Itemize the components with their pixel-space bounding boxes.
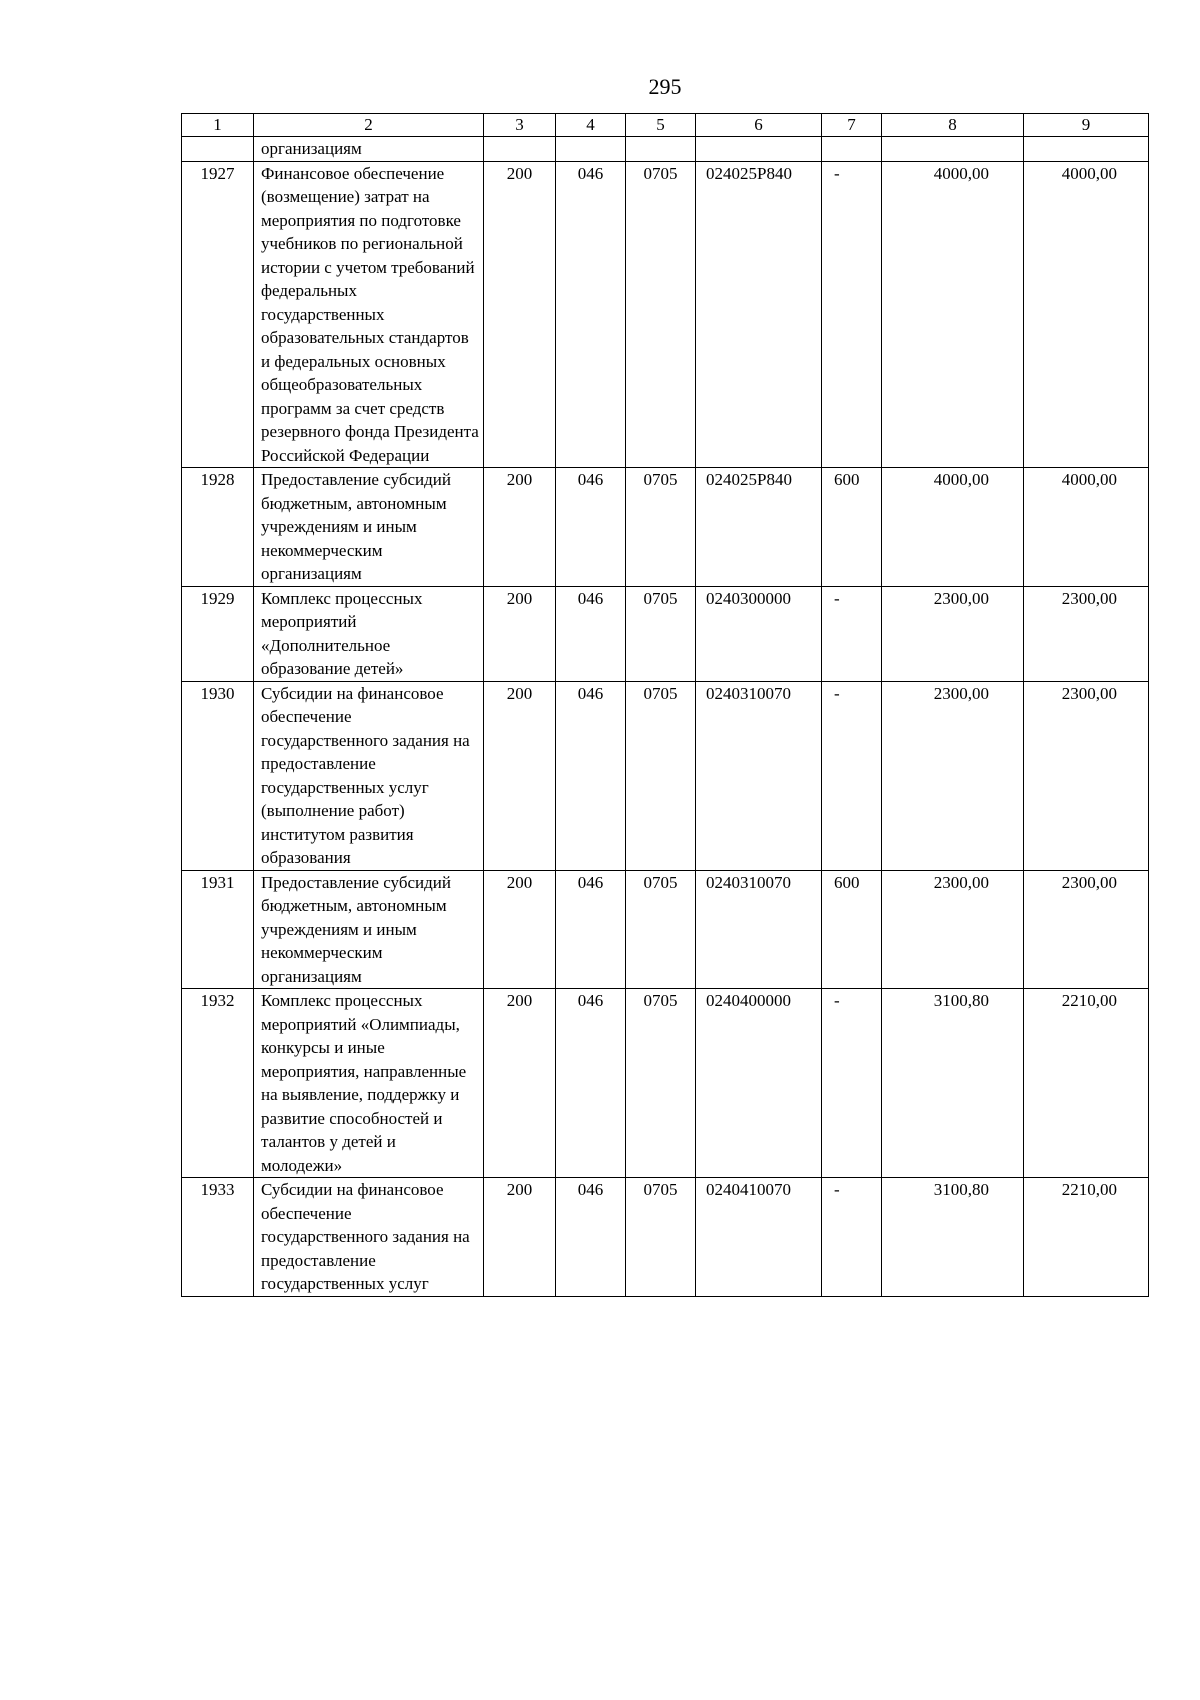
table-row	[182, 870, 1149, 989]
table-row	[182, 137, 1149, 162]
cell-col6: 0240400000	[696, 989, 822, 1178]
cell-col3	[484, 137, 556, 162]
column-header: 1	[182, 114, 254, 137]
row-name: Предоставление субсидий бюджетным, автономным учреждениям и иным некоммерческим организациям	[254, 870, 484, 989]
budget-table	[181, 113, 1149, 1297]
cell-col5: 0705	[626, 161, 696, 468]
cell-col4: 046	[556, 586, 626, 681]
cell-col4: 046	[556, 1178, 626, 1297]
cell-col9: 2210,00	[1024, 1178, 1149, 1297]
cell-col9: 4000,00	[1024, 161, 1149, 468]
table-row	[182, 468, 1149, 587]
row-name: Предоставление субсидий бюджетным, автономным учреждениям и иным некоммерческим организациям	[254, 468, 484, 587]
row-number: 1930	[182, 681, 254, 870]
page-number: 295	[648, 74, 682, 99]
cell-col7: 600	[822, 468, 882, 587]
cell-col8: 4000,00	[882, 161, 1024, 468]
cell-col7: -	[822, 586, 882, 681]
cell-col4: 046	[556, 468, 626, 587]
cell-col4: 046	[556, 989, 626, 1178]
cell-col6	[696, 137, 822, 162]
row-number	[182, 137, 254, 162]
cell-col3: 200	[484, 1178, 556, 1297]
table-row	[182, 681, 1149, 870]
cell-col8: 2300,00	[882, 586, 1024, 681]
row-number: 1927	[182, 161, 254, 468]
cell-col3: 200	[484, 468, 556, 587]
cell-col9: 2300,00	[1024, 586, 1149, 681]
cell-col9: 2300,00	[1024, 870, 1149, 989]
cell-col6: 0240300000	[696, 586, 822, 681]
column-header: 5	[626, 114, 696, 137]
cell-col7: -	[822, 681, 882, 870]
row-name: Финансовое обеспечение (возмещение) затрат на мероприятия по подготовке учебников по региональной истории с учетом требований федеральных государственных образовательных стандартов и федеральных основных общеобразовательных программ за счет средств резервного фонда Президента Российской Федерации	[254, 161, 484, 468]
cell-col6: 0240310070	[696, 681, 822, 870]
column-header: 7	[822, 114, 882, 137]
cell-col3: 200	[484, 989, 556, 1178]
cell-col5: 0705	[626, 468, 696, 587]
table-row	[182, 989, 1149, 1178]
cell-col4: 046	[556, 681, 626, 870]
cell-col5: 0705	[626, 681, 696, 870]
column-header: 3	[484, 114, 556, 137]
cell-col8: 3100,80	[882, 989, 1024, 1178]
row-name: организациям	[254, 137, 484, 162]
cell-col5: 0705	[626, 989, 696, 1178]
column-header: 9	[1024, 114, 1149, 137]
row-name: Комплекс процессных мероприятий «Дополнительное образование детей»	[254, 586, 484, 681]
column-header: 8	[882, 114, 1024, 137]
row-number: 1932	[182, 989, 254, 1178]
cell-col9: 2300,00	[1024, 681, 1149, 870]
column-header: 6	[696, 114, 822, 137]
cell-col6: 0240310070	[696, 870, 822, 989]
cell-col3: 200	[484, 161, 556, 468]
column-header: 4	[556, 114, 626, 137]
cell-col8: 3100,80	[882, 1178, 1024, 1297]
cell-col3: 200	[484, 586, 556, 681]
cell-col5: 0705	[626, 870, 696, 989]
cell-col5	[626, 137, 696, 162]
column-header: 2	[254, 114, 484, 137]
cell-col8: 2300,00	[882, 870, 1024, 989]
cell-col9: 2210,00	[1024, 989, 1149, 1178]
row-name: Комплекс процессных мероприятий «Олимпиады, конкурсы и иные мероприятия, направленные на выявление, поддержку и развитие способностей и талантов у детей и молодежи»	[254, 989, 484, 1178]
cell-col8: 2300,00	[882, 681, 1024, 870]
cell-col7	[822, 137, 882, 162]
cell-col6: 0240410070	[696, 1178, 822, 1297]
cell-col3: 200	[484, 681, 556, 870]
cell-col8: 4000,00	[882, 468, 1024, 587]
table-row	[182, 161, 1149, 468]
cell-col8	[882, 137, 1024, 162]
row-number: 1933	[182, 1178, 254, 1297]
cell-col3: 200	[484, 870, 556, 989]
row-number: 1928	[182, 468, 254, 587]
row-name: Субсидии на финансовое обеспечение государственного задания на предоставление государственных услуг	[254, 1178, 484, 1297]
cell-col4: 046	[556, 870, 626, 989]
cell-col7: -	[822, 989, 882, 1178]
cell-col9	[1024, 137, 1149, 162]
cell-col7: 600	[822, 870, 882, 989]
cell-col7: -	[822, 1178, 882, 1297]
cell-col6: 024025Р840	[696, 161, 822, 468]
cell-col4	[556, 137, 626, 162]
cell-col7: -	[822, 161, 882, 468]
table-row	[182, 1178, 1149, 1297]
cell-col4: 046	[556, 161, 626, 468]
cell-col5: 0705	[626, 586, 696, 681]
row-number: 1929	[182, 586, 254, 681]
cell-col9: 4000,00	[1024, 468, 1149, 587]
table-row	[182, 586, 1149, 681]
row-name: Субсидии на финансовое обеспечение государственного задания на предоставление государственных услуг (выполнение работ) институтом развития образования	[254, 681, 484, 870]
row-number: 1931	[182, 870, 254, 989]
cell-col6: 024025Р840	[696, 468, 822, 587]
cell-col5: 0705	[626, 1178, 696, 1297]
column-header-row	[182, 114, 1149, 137]
